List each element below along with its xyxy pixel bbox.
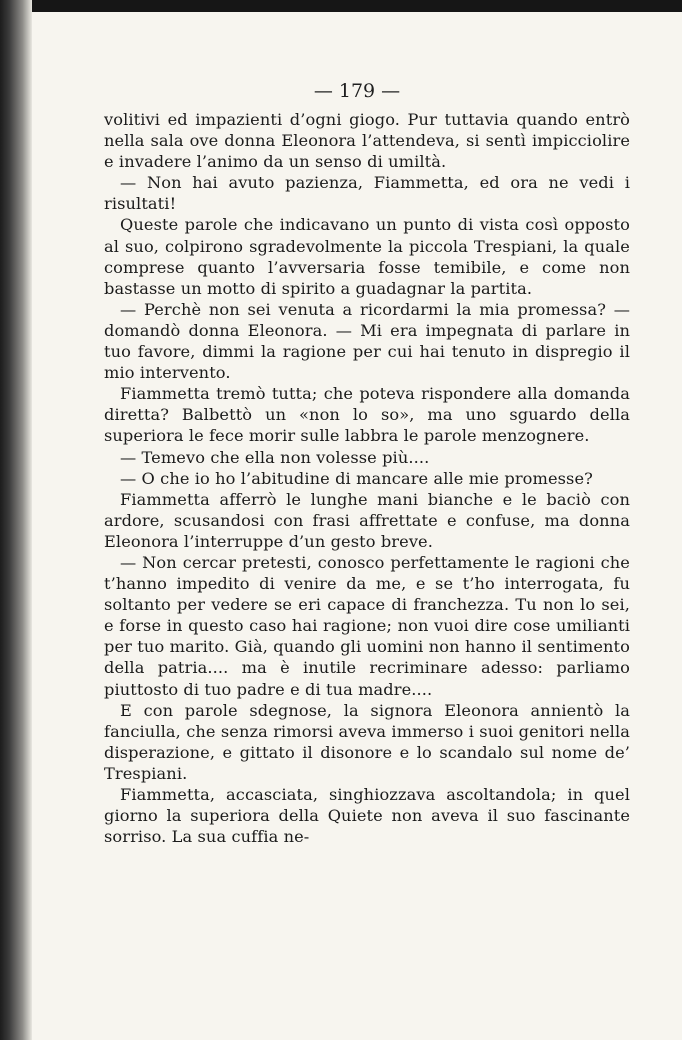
paragraph: Fiammetta tremò tutta; che poteva rispondere alla domanda diretta? Balbettò un «non lo so», ma uno sguardo della superiora le fece morir sulle labbra le parole menzognere. [104, 384, 630, 446]
scan-top-edge [0, 0, 682, 12]
book-page [32, 12, 682, 1040]
paragraph: Fiammetta, accasciata, singhiozzava ascoltandola; in quel giorno la superiora della Quiete non aveva il suo fascinante sorriso. La sua cuffia ne- [104, 785, 630, 847]
paragraph: Fiammetta afferrò le lunghe mani bianche e le baciò con ardore, scusandosi con frasi affrettate e confuse, ma donna Eleonora l’interruppe d’un gesto breve. [104, 489, 630, 551]
paragraph: Queste parole che indicavano un punto di vista così opposto al suo, colpirono sgradevolmente la piccola Trespiani, la quale comprese quanto l’avversaria fosse temibile, e come non bastasse un motto di spirito a guadagnar la partita. [104, 215, 630, 298]
body-text [104, 109, 630, 847]
paragraph: — Non hai avuto pazienza, Fiammetta, ed ora ne vedi i risultati! [104, 173, 630, 214]
paragraph: — O che io ho l’abitudine di mancare alle mie promesse? [120, 468, 593, 488]
paragraph: — Temevo che ella non volesse più.... [120, 447, 430, 467]
paragraph: — Non cercar pretesti, conosco perfettamente le ragioni che t’hanno impedito di venire da me, e se t’ho interrogata, fu soltanto per vedere se eri capace di franchezza. Tu non lo sei, e forse in questo caso hai ragione; non vuoi dire cose umilianti per tuo marito. Già, quando gli uomini non hanno il sentimento della patria.... ma è inutile recriminare adesso: parliamo piuttosto di tuo padre e di tua madre.... [104, 552, 630, 699]
book-spine-shadow [0, 0, 32, 1040]
paragraph: volitivi ed impazienti d’ogni giogo. Pur tuttavia quando entrò nella sala ove donna Eleonora l’attendeva, si sentì impicciolire e invadere l’animo da un senso di umiltà. [104, 110, 630, 172]
paragraph: E con parole sdegnose, la signora Eleonora annientò la fanciulla, che senza rimorsi aveva immerso i suoi genitori nella disperazione, e gittato il disonore e lo scandalo sul nome de’ Trespiani. [104, 700, 630, 783]
paragraph: — Perchè non sei venuta a ricordarmi la mia promessa? — domandò donna Eleonora. — Mi era impegnata di parlare in tuo favore, dimmi la ragione per cui hai tenuto in dispregio il mio intervento. [104, 299, 630, 383]
page-number: — 179 — [313, 80, 401, 102]
